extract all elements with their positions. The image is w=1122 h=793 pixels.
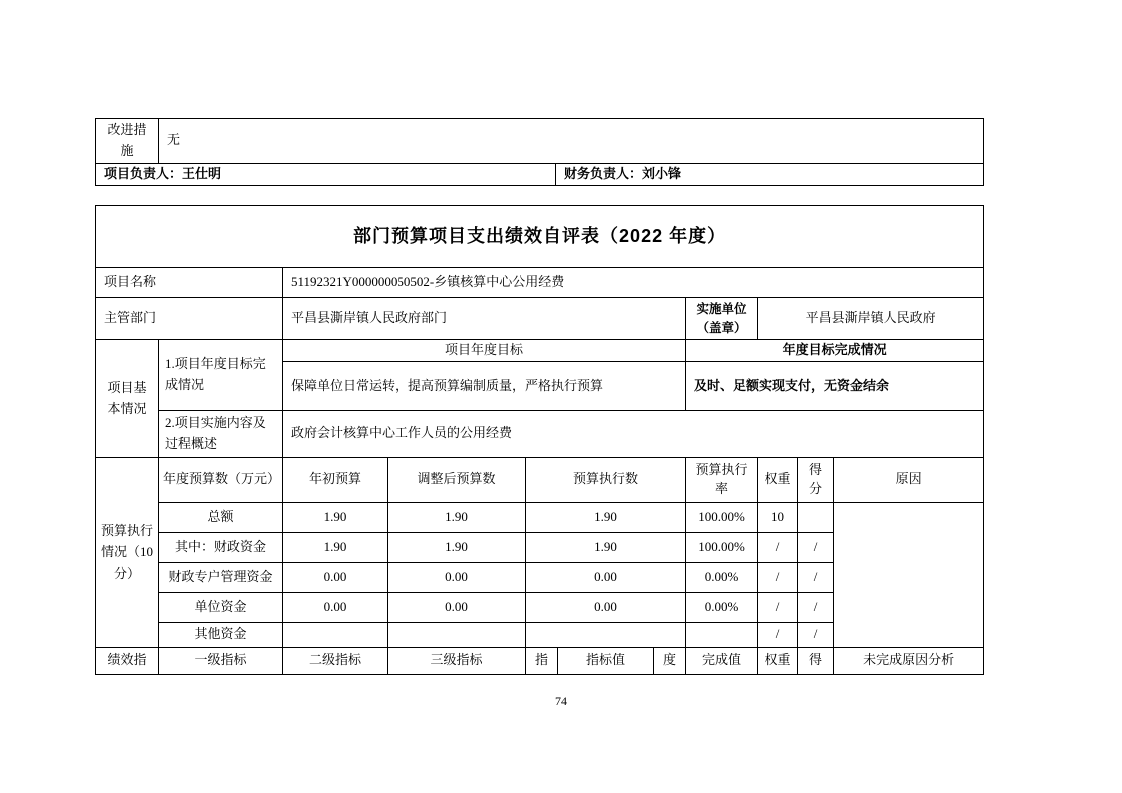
budget-cell: 100.00% [686,532,758,562]
financial-manager-cell: 财务负责人：刘小锋 [556,163,984,185]
budget-row-label: 其中：财政资金 [159,532,283,562]
budget-row-total [96,502,984,532]
department-label: 主管部门 [96,298,283,340]
perf-header-completion-value: 完成值 [686,647,758,674]
budget-cell: 0.00 [388,562,526,592]
budget-cell: / [758,532,798,562]
budget-header-reason: 原因 [834,457,984,502]
impl-process-value: 政府会计核算中心工作人员的公用经费 [283,411,984,458]
budget-cell: / [798,532,834,562]
budget-cell: 0.00% [686,562,758,592]
performance-section-label: 绩效指 [96,647,159,674]
budget-header-score: 得分 [798,457,834,502]
basic-info-section-label: 项目基本情况 [96,340,159,458]
project-manager-cell: 项目负责人：王仕明 [96,163,556,185]
perf-header-indicator-value: 指标值 [558,647,654,674]
budget-cell: 0.00 [388,592,526,622]
budget-header-initial: 年初预算 [283,457,388,502]
budget-row-label: 财政专户管理资金 [159,562,283,592]
budget-cell: 10 [758,502,798,532]
budget-cell: 100.00% [686,502,758,532]
goal-completion-header: 年度目标完成情况 [686,340,984,362]
budget-cell [388,622,526,647]
budget-cell [283,622,388,647]
budget-cell: 0.00% [686,592,758,622]
annual-goal-value: 保障单位日常运转，提高预算编制质量，严格执行预算 [283,362,686,411]
budget-row-label: 其他资金 [159,622,283,647]
budget-header-annual: 年度预算数（万元） [159,457,283,502]
impl-unit-label: 实施单位（盖章） [686,298,758,340]
annual-goal-header: 项目年度目标 [283,340,686,362]
budget-header-rate: 预算执行率 [686,457,758,502]
budget-cell: / [798,592,834,622]
performance-indicator-row [96,647,984,674]
budget-cell: 0.00 [283,592,388,622]
perf-header-level3: 三级指标 [388,647,526,674]
perf-header-degree: 度 [654,647,686,674]
budget-cell: / [798,562,834,592]
budget-cell: 1.90 [283,502,388,532]
improvement-measures-label: 改进措施 [96,119,159,164]
budget-cell [526,622,686,647]
budget-row-label: 总额 [159,502,283,532]
budget-cell: / [758,592,798,622]
perf-header-unfinished-reason: 未完成原因分析 [834,647,984,674]
goal-completion-value: 及时、足额实现支付，无资金结余 [686,362,984,411]
budget-section-label: 预算执行情况（10分） [96,457,159,647]
perf-header-score: 得 [798,647,834,674]
impl-process-row-label: 2.项目实施内容及过程概述 [159,411,283,458]
previous-table-fragment [95,118,984,186]
budget-cell: / [758,622,798,647]
budget-cell [798,502,834,532]
budget-reason-cell [834,502,984,647]
budget-cell: / [758,562,798,592]
improvement-measures-value: 无 [159,119,984,164]
budget-header-executed: 预算执行数 [526,457,686,502]
budget-cell: 1.90 [526,532,686,562]
budget-row-label: 单位资金 [159,592,283,622]
page-number: 74 [555,694,567,708]
budget-cell: 1.90 [388,532,526,562]
perf-header-level1: 一级指标 [159,647,283,674]
department-value: 平昌县澌岸镇人民政府部门 [283,298,686,340]
budget-cell: / [798,622,834,647]
budget-cell: 1.90 [526,502,686,532]
impl-unit-value: 平昌县澌岸镇人民政府 [758,298,984,340]
budget-cell: 0.00 [283,562,388,592]
project-name-value: 51192321Y000000050502-乡镇核算中心公用经费 [283,268,984,298]
perf-header-level2: 二级指标 [283,647,388,674]
budget-cell: 0.00 [526,592,686,622]
table-title: 部门预算项目支出绩效自评表（2022 年度） [96,206,984,268]
budget-cell: 1.90 [388,502,526,532]
perf-header-indicator: 指 [526,647,558,674]
budget-cell [686,622,758,647]
budget-cell: 0.00 [526,562,686,592]
annual-goal-row-label: 1.项目年度目标完成情况 [159,340,283,411]
project-name-label: 项目名称 [96,268,283,298]
perf-header-weight: 权重 [758,647,798,674]
self-evaluation-table [95,205,984,675]
budget-header-weight: 权重 [758,457,798,502]
budget-cell: 1.90 [283,532,388,562]
budget-header-adjusted: 调整后预算数 [388,457,526,502]
